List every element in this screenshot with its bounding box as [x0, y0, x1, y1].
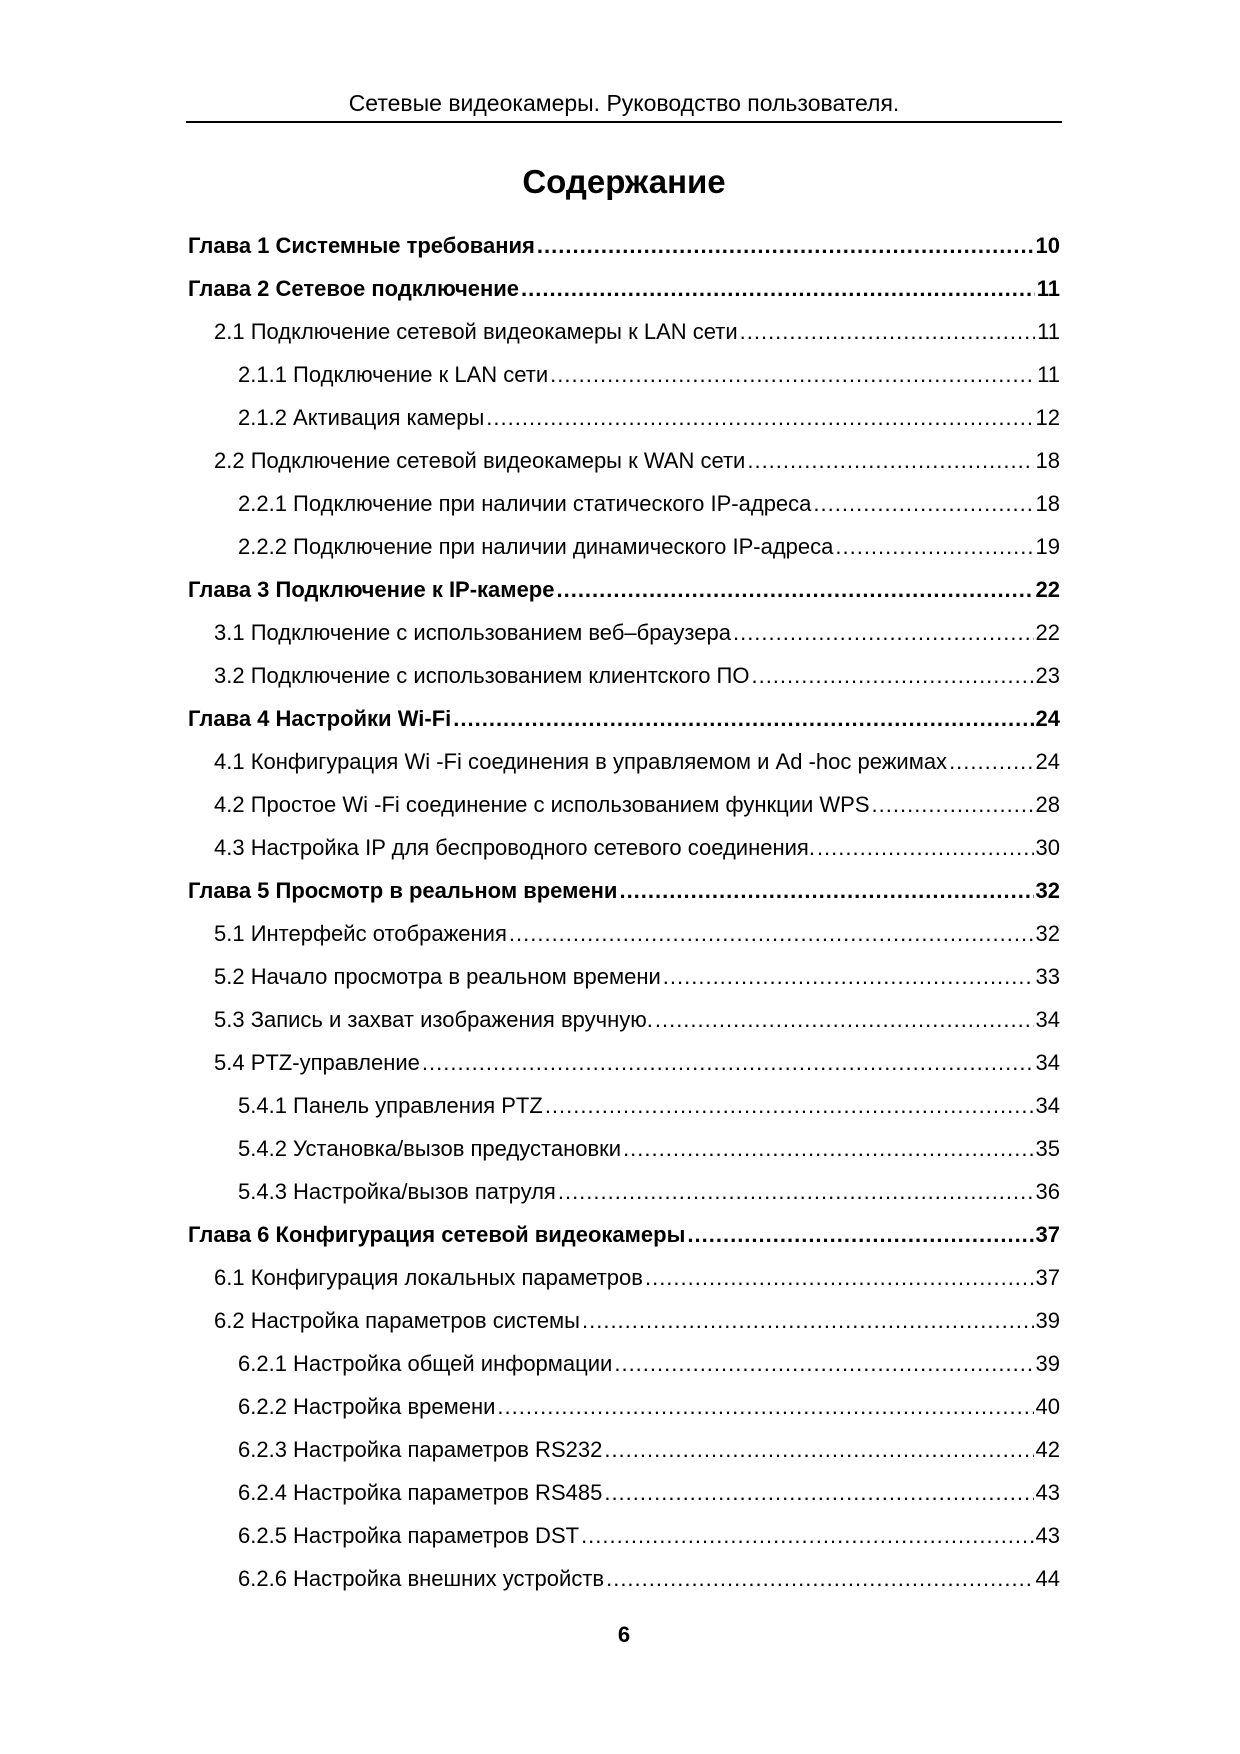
toc-entry-title: 2.2.2 Подключение при наличии динамического IP-адреса	[238, 534, 834, 559]
toc-entry-page: 40	[1035, 1394, 1060, 1419]
toc-entry-page: 10	[1035, 233, 1060, 258]
toc-dot-leader	[619, 869, 1033, 912]
toc-entry[interactable]	[188, 267, 1060, 310]
toc-dot-leader	[422, 1041, 1034, 1084]
toc-dot-leader	[663, 955, 1034, 998]
toc-dot-leader	[604, 1428, 1033, 1471]
toc-entry[interactable]	[188, 525, 1060, 568]
toc-dot-leader	[558, 1170, 1034, 1213]
toc-entry[interactable]	[188, 1084, 1060, 1127]
toc-entry-page: 39	[1035, 1308, 1060, 1333]
toc-entry-page: 11	[1036, 276, 1060, 301]
toc-entry[interactable]	[188, 998, 1060, 1041]
toc-entry-page: 43	[1035, 1480, 1060, 1505]
toc-entry[interactable]	[188, 869, 1060, 912]
toc-dot-leader	[623, 1127, 1033, 1170]
toc-entry-title: 4.2 Простое Wi -Fi соединение с использованием функции WPS	[214, 792, 870, 817]
toc-entry-page: 24	[1035, 706, 1060, 731]
toc-entry[interactable]	[188, 1428, 1060, 1471]
toc-entry-title: 5.4 PTZ-управление	[214, 1050, 420, 1075]
toc-entry[interactable]	[188, 1170, 1060, 1213]
toc-entry-title: Глава 3 Подключение к IP-камере	[188, 577, 555, 602]
toc-entry-title: 6.2.1 Настройка общей информации	[238, 1351, 613, 1376]
toc-entry-page: 33	[1035, 964, 1060, 989]
toc-dot-leader	[740, 310, 1036, 353]
toc-entry-page: 39	[1035, 1351, 1060, 1376]
toc-entry-page: 42	[1035, 1437, 1060, 1462]
toc-entry-title: 5.1 Интерфейс отображения	[214, 921, 507, 946]
toc-entry[interactable]	[188, 224, 1060, 267]
toc-entry-title: 2.1 Подключение сетевой видеокамеры к LAN сети	[214, 319, 738, 344]
toc-entry-page: 23	[1035, 663, 1060, 688]
toc-entry-page: 34	[1035, 1007, 1060, 1032]
toc-entry-page: 44	[1035, 1566, 1060, 1591]
toc-entry-title: 2.1.2 Активация камеры	[238, 405, 485, 430]
toc-dot-leader	[497, 1385, 1033, 1428]
toc-dot-leader	[453, 697, 1033, 740]
toc-entry[interactable]	[188, 1127, 1060, 1170]
toc-entry-title: Глава 2 Сетевое подключение	[188, 276, 520, 301]
toc-entry-title: 6.1 Конфигурация локальных параметров	[214, 1265, 643, 1290]
toc-dot-leader	[817, 826, 1034, 869]
toc-entry-page: 37	[1035, 1265, 1060, 1290]
toc-entry[interactable]	[188, 310, 1060, 353]
toc-entry[interactable]	[188, 1299, 1060, 1342]
toc-entry-title: Глава 4 Настройки Wi-Fi	[188, 706, 452, 731]
toc-entry[interactable]	[188, 783, 1060, 826]
toc-entry-page: 11	[1037, 319, 1060, 344]
toc-entry-page: 22	[1035, 620, 1060, 645]
toc-dot-leader	[509, 912, 1034, 955]
toc-dot-leader	[550, 353, 1035, 396]
toc-entry-title: 2.1.1 Подключение к LAN сети	[238, 362, 549, 387]
toc-entry[interactable]	[188, 482, 1060, 525]
toc-entry-title: 2.2 Подключение сетевой видеокамеры к WAN сети	[214, 448, 746, 473]
toc-entry[interactable]	[188, 1385, 1060, 1428]
toc-entry[interactable]	[188, 1041, 1060, 1084]
toc-entry-page: 11	[1037, 362, 1060, 387]
toc-entry-page: 34	[1035, 1093, 1060, 1118]
toc-entry[interactable]	[188, 912, 1060, 955]
toc-entry-page: 43	[1035, 1523, 1060, 1548]
toc-entry[interactable]	[188, 1342, 1060, 1385]
toc-entry-title: 6.2.6 Настройка внешних устройств	[238, 1566, 605, 1591]
toc-entry[interactable]	[188, 1256, 1060, 1299]
toc-entry-title: 4.1 Конфигурация Wi -Fi соединения в управляемом и Ad -hoc режимах	[214, 749, 948, 774]
toc-entry-page: 34	[1035, 1050, 1060, 1075]
toc-entry[interactable]	[188, 1213, 1060, 1256]
header-divider	[186, 121, 1062, 123]
table-of-contents	[188, 224, 1060, 1600]
toc-dot-leader	[747, 439, 1033, 482]
toc-entry[interactable]	[188, 697, 1060, 740]
toc-dot-leader	[813, 482, 1033, 525]
toc-entry[interactable]	[188, 654, 1060, 697]
toc-entry-title: 6.2.3 Настройка параметров RS232	[238, 1437, 603, 1462]
toc-dot-leader	[556, 568, 1033, 611]
toc-dot-leader	[733, 611, 1034, 654]
toc-dot-leader	[687, 1213, 1033, 1256]
toc-dot-leader	[949, 740, 1033, 783]
toc-entry-title: 5.3 Запись и захват изображения вручную.	[214, 1007, 653, 1032]
toc-entry-page: 37	[1035, 1222, 1060, 1247]
toc-entry-title: 5.4.1 Панель управления PTZ	[238, 1093, 543, 1118]
toc-entry-title: 3.2 Подключение с использованием клиентского ПО	[214, 663, 750, 688]
toc-dot-leader	[582, 1299, 1034, 1342]
toc-entry-title: 5.4.3 Настройка/вызов патруля	[238, 1179, 556, 1204]
toc-dot-leader	[604, 1471, 1033, 1514]
toc-dot-leader	[872, 783, 1034, 826]
toc-entry-title: 4.3 Настройка IP для беспроводного сетевого соединения.	[214, 835, 815, 860]
toc-entry-page: 22	[1035, 577, 1060, 602]
toc-entry[interactable]	[188, 1557, 1060, 1600]
toc-entry[interactable]	[188, 353, 1060, 396]
toc-entry-page: 36	[1035, 1179, 1060, 1204]
toc-entry[interactable]	[188, 740, 1060, 783]
toc-entry-title: 5.4.2 Установка/вызов предустановки	[238, 1136, 622, 1161]
toc-dot-leader	[751, 654, 1033, 697]
toc-entry-page: 30	[1035, 835, 1060, 860]
toc-dot-leader	[545, 1084, 1034, 1127]
toc-entry-title: 2.2.1 Подключение при наличии статического IP-адреса	[238, 491, 812, 516]
toc-entry-title: 6.2.4 Настройка параметров RS485	[238, 1480, 603, 1505]
toc-entry-page: 18	[1035, 491, 1060, 516]
page-number: 6	[617, 1622, 631, 1647]
toc-dot-leader	[486, 396, 1033, 439]
toc-entry-title: Глава 1 Системные требования	[188, 233, 535, 258]
toc-entry[interactable]	[188, 611, 1060, 654]
toc-entry-title: 5.2 Начало просмотра в реальном времени	[214, 964, 661, 989]
running-header: Сетевые видеокамеры. Руководство пользователя.	[348, 90, 900, 116]
toc-entry-title: 6.2.5 Настройка параметров DST	[238, 1523, 580, 1548]
toc-dot-leader	[645, 1256, 1034, 1299]
toc-dot-leader	[655, 998, 1034, 1041]
toc-entry[interactable]	[188, 439, 1060, 482]
toc-dot-leader	[521, 267, 1035, 310]
toc-entry-title: 3.1 Подключение с использованием веб–браузера	[214, 620, 731, 645]
toc-entry-page: 19	[1035, 534, 1060, 559]
toc-entry-title: Глава 5 Просмотр в реальном времени	[188, 878, 618, 903]
toc-entry-page: 24	[1035, 749, 1060, 774]
toc-entry[interactable]	[188, 568, 1060, 611]
toc-dot-leader	[537, 224, 1034, 267]
toc-entry-title: 6.2.2 Настройка времени	[238, 1394, 496, 1419]
toc-entry[interactable]	[188, 955, 1060, 998]
toc-entry-page: 18	[1035, 448, 1060, 473]
toc-entry[interactable]	[188, 396, 1060, 439]
toc-entry-page: 28	[1035, 792, 1060, 817]
toc-dot-leader	[614, 1342, 1033, 1385]
toc-entry[interactable]	[188, 1471, 1060, 1514]
toc-entry-page: 12	[1035, 405, 1060, 430]
toc-entry-title: Глава 6 Конфигурация сетевой видеокамеры	[188, 1222, 686, 1247]
toc-dot-leader	[581, 1514, 1033, 1557]
toc-entry-title: 6.2 Настройка параметров системы	[214, 1308, 580, 1333]
toc-dot-leader	[835, 525, 1033, 568]
toc-entry-page: 32	[1035, 921, 1060, 946]
toc-entry[interactable]	[188, 826, 1060, 869]
toc-dot-leader	[606, 1557, 1033, 1600]
toc-entry[interactable]	[188, 1514, 1060, 1557]
page-title: Содержание	[522, 163, 726, 200]
toc-entry-page: 35	[1035, 1136, 1060, 1161]
toc-entry-page: 32	[1035, 878, 1060, 903]
